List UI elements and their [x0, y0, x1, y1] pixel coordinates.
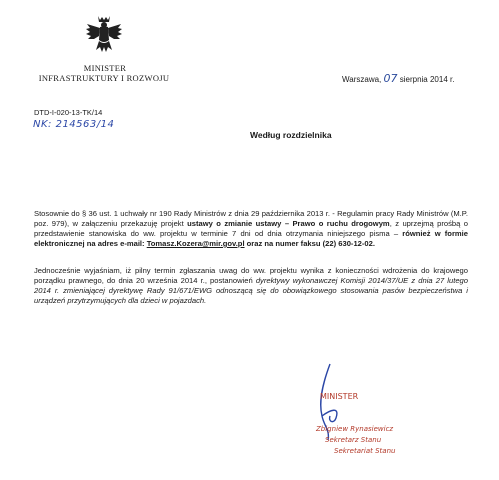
place: Warszawa,: [342, 75, 382, 84]
place-date: [342, 72, 454, 85]
eagle-emblem-icon: [84, 14, 124, 58]
p1-text-a: Stosownie do § 36 ust. 1 uchwały nr 190 Rady Ministrów z dnia 29 października 2013 r. - Regulamin pracy Rady Ministrów (M.P. poz. 979), w załączeniu przekazuję projekt: [34, 209, 468, 228]
recipient-line: Według rozdzielnika: [250, 130, 332, 140]
stamp-org: Sekretariat Stanu: [334, 447, 396, 455]
p1-email-request: również w formie elektronicznej na adres e-mail:: [34, 229, 468, 248]
ministry-title-line1: MINISTER: [83, 63, 127, 73]
p1-fax: oraz na numer faksu (22) 630-12-02.: [244, 239, 375, 248]
handwritten-day: 07: [383, 72, 398, 85]
p2-text-a: Jednocześnie wyjaśniam, iż pilny termin zgłaszania uwag do ww. projektu wynika z konieczności wdrożenia do krajowego porządku prawnego, do dnia 20 września 2014 r., postanowień: [34, 266, 468, 285]
stamp-minister: MINISTER: [320, 392, 359, 401]
p1-bill-title: ustawy o zmianie ustawy – Prawo o ruchu drogowym: [187, 219, 390, 228]
p1-text-c: , z uprzejmą prośbą o przedstawienie stanowiska do ww. projektu w terminie 7 dni od dnia otrzymania niniejszego pisma –: [34, 219, 468, 238]
month-year: sierpnia 2014 r.: [399, 75, 455, 84]
email-address: Tomasz.Kozera@mir.gov.pl: [146, 239, 245, 248]
p2-directive: dyrektywy wykonawczej Komisji 2014/37/UE z dnia 27 lutego 2014 r. zmieniającej dyrektywę Rady 91/671/EWG odnoszącą się do obowiązkowego stosowania pasów bezpieczeństwa i urządzeń przytrzymujących dla dzieci w pojazdach.: [34, 276, 469, 305]
case-number: DTD-I-020-13-TK/14: [34, 108, 103, 117]
stamp-position: Sekretarz Stanu: [325, 436, 382, 444]
handwritten-reference: NK: 214563/14: [33, 119, 115, 130]
paragraph-1: [34, 209, 468, 249]
paragraph-2: [34, 266, 468, 306]
ministry-title-line2: INFRASTRUKTURY I ROZWOJU: [38, 73, 170, 83]
stamp-name: Zbigniew Rynasiewicz: [316, 425, 394, 433]
